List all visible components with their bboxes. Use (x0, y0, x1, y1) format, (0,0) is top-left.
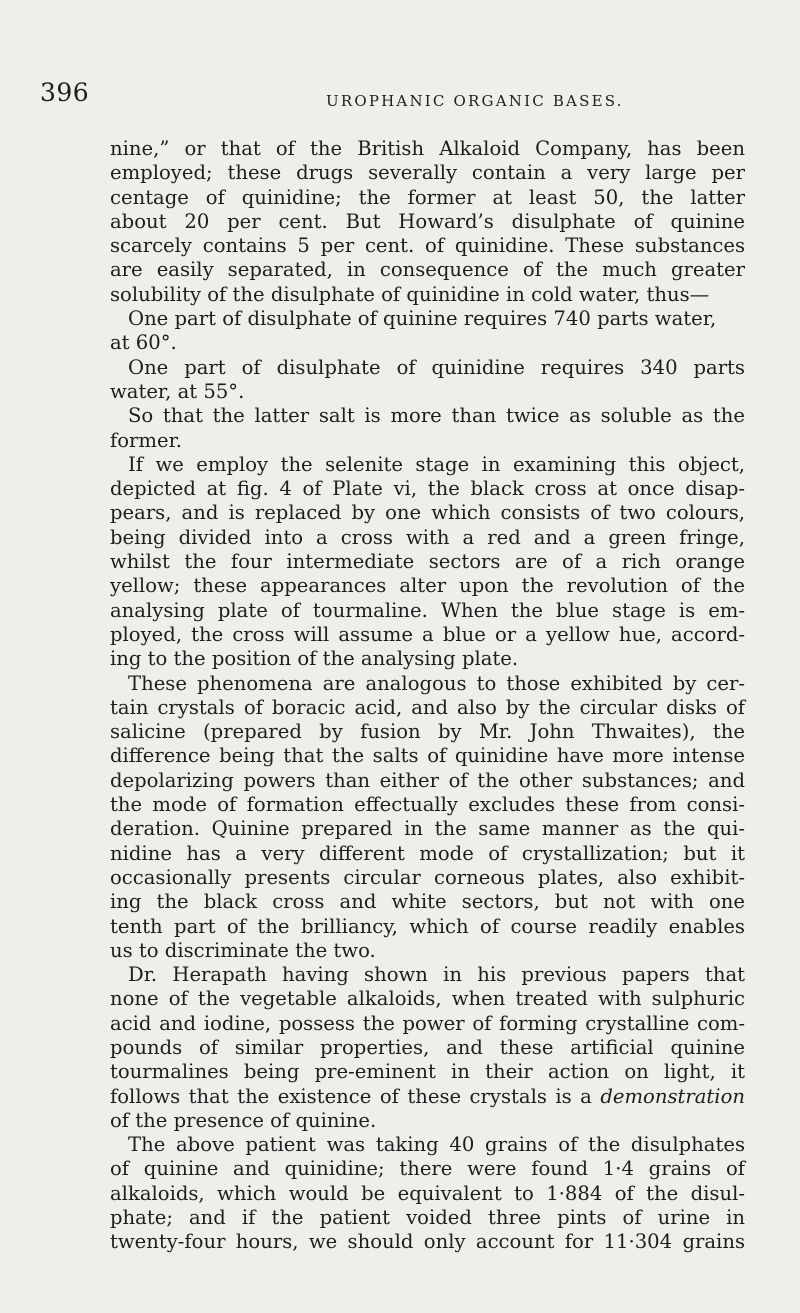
text-line-content: employed; these drugs severally contain a very large per (110, 161, 745, 185)
text-line (110, 793, 745, 817)
text-line (110, 380, 745, 404)
text-line-content: yellow; these appearances alter upon the revolution of the (110, 574, 745, 598)
text-line-content: pears, and is replaced by one which consists of two colours, (110, 501, 745, 525)
text-line-content: acid and iodine, possess the power of forming crystalline com- (110, 1011, 745, 1035)
text-line (110, 623, 745, 647)
text-line-content: the mode of formation effectually excludes these from consi- (110, 793, 745, 817)
text-line (110, 234, 745, 258)
text-line (110, 331, 745, 355)
text-line-content: If we employ the selenite stage in examining this object, (128, 452, 745, 476)
text-line-content: whilst the four intermediate sectors are of a rich orange (110, 550, 745, 574)
text-line (110, 404, 745, 428)
text-line (110, 1036, 745, 1060)
text-line-content: deration. Quinine prepared in the same manner as the qui- (110, 817, 745, 841)
text-line (110, 477, 745, 501)
text-line (110, 1230, 745, 1254)
text-line (110, 453, 745, 477)
text-line (110, 915, 745, 939)
text-line-content: are easily separated, in consequence of the much greater (110, 258, 745, 282)
text-line-content: analysing plate of tourmaline. When the blue stage is em- (110, 598, 745, 622)
text-line-content: pounds of similar properties, and these artificial quinine (110, 1035, 745, 1059)
text-line-content: ing to the position of the analysing plate. (110, 647, 519, 671)
text-line (110, 720, 745, 744)
text-line (110, 599, 745, 623)
text-line (110, 1157, 745, 1181)
text-line-content: former. (110, 428, 183, 452)
text-line (110, 987, 745, 1011)
text-line-content: scarcely contains 5 per cent. of quinidine. These substances (110, 234, 745, 258)
text-line (110, 356, 745, 380)
text-line-content: phate; and if the patient voided three pints of urine in (110, 1206, 745, 1230)
text-line-content: tenth part of the brilliancy, which of course readily enables (110, 914, 745, 938)
text-line (110, 526, 745, 550)
text-line-content: twenty-four hours, we should only account for 11·304 grains (110, 1230, 745, 1254)
text-line-content: centage of quinidine; the former at least 50, the latter (110, 185, 745, 209)
text-line (110, 1206, 745, 1230)
text-line-content: One part of disulphate of quinidine requires 340 parts (128, 355, 745, 379)
text-line-content: The above patient was taking 40 grains of the disulphates (128, 1133, 745, 1157)
body-text (110, 137, 745, 1255)
text-line (110, 574, 745, 598)
text-line (110, 550, 745, 574)
text-line (110, 842, 745, 866)
text-line-content: One part of disulphate of quinine requires 740 parts water, (128, 307, 717, 331)
text-line (110, 769, 745, 793)
text-line (110, 1085, 745, 1109)
text-line (110, 1182, 745, 1206)
text-line-content: water, at 55°. (110, 379, 245, 403)
text-line (110, 963, 745, 987)
text-line-content: solubility of the disulphate of quinidine in cold water, thus— (110, 282, 710, 306)
text-line-content: of the presence of quinine. (110, 1108, 377, 1132)
text-line-content: So that the latter salt is more than twice as soluble as the (128, 404, 745, 428)
emphasized-word: demonstration (600, 1084, 745, 1108)
text-line (110, 672, 745, 696)
text-line-content: alkaloids, which would be equivalent to 1·884 of the disul- (110, 1181, 745, 1205)
text-line (110, 890, 745, 914)
text-line-content: about 20 per cent. But Howard’s disulphate of quinine (110, 209, 745, 233)
text-line-content: being divided into a cross with a red and a green fringe, (110, 525, 745, 549)
text-line (110, 1109, 745, 1133)
text-line (110, 1060, 745, 1084)
text-line (110, 161, 745, 185)
text-line-content: tourmalines being pre-eminent in their action on light, it (110, 1060, 745, 1084)
text-line-content: at 60°. (110, 331, 177, 355)
text-line (110, 210, 745, 234)
text-line-content: of quinine and quinidine; there were found 1·4 grains of (110, 1157, 745, 1181)
text-line (110, 817, 745, 841)
text-line-content: ing the black cross and white sectors, but not with one (110, 890, 745, 914)
text-line (110, 866, 745, 890)
text-line (110, 744, 745, 768)
text-line-content: difference being that the salts of quinidine have more intense (110, 744, 745, 768)
text-line (110, 939, 745, 963)
text-line-content: depolarizing powers than either of the other substances; and (110, 768, 745, 792)
text-line (110, 501, 745, 525)
text-line-content: These phenomena are analogous to those exhibited by cer- (128, 671, 745, 695)
text-line-content: ployed, the cross will assume a blue or a yellow hue, accord- (110, 622, 745, 646)
text-line-content: follows that the existence of these crystals is a (110, 1084, 592, 1108)
text-line (110, 137, 745, 161)
text-line-content: us to discriminate the two. (110, 938, 376, 962)
text-line (110, 696, 745, 720)
text-line (110, 307, 745, 331)
text-line (110, 258, 745, 282)
text-line-content: nine,” or that of the British Alkaloid Company, has been (110, 137, 745, 160)
text-line (110, 283, 745, 307)
page-header (0, 78, 800, 122)
text-line-content: depicted at fig. 4 of Plate vi, the black cross at once disap- (110, 477, 745, 501)
text-line (110, 186, 745, 210)
text-line (110, 429, 745, 453)
running-head: UROPHANIC ORGANIC BASES. (326, 92, 624, 110)
text-line-content: occasionally presents circular corneous plates, also exhibit- (110, 865, 745, 889)
page-number: 396 (40, 78, 90, 107)
text-line-content: none of the vegetable alkaloids, when treated with sulphuric (110, 987, 745, 1011)
text-line (110, 1012, 745, 1036)
text-line (110, 1133, 745, 1157)
text-line-content: tain crystals of boracic acid, and also by the circular disks of (110, 695, 745, 719)
text-line-content: Dr. Herapath having shown in his previous papers that (128, 963, 745, 987)
text-line-content: nidine has a very different mode of crystallization; but it (110, 841, 745, 865)
text-line-content: salicine (prepared by fusion by Mr. John Thwaites), the (110, 720, 745, 744)
text-line (110, 647, 745, 671)
